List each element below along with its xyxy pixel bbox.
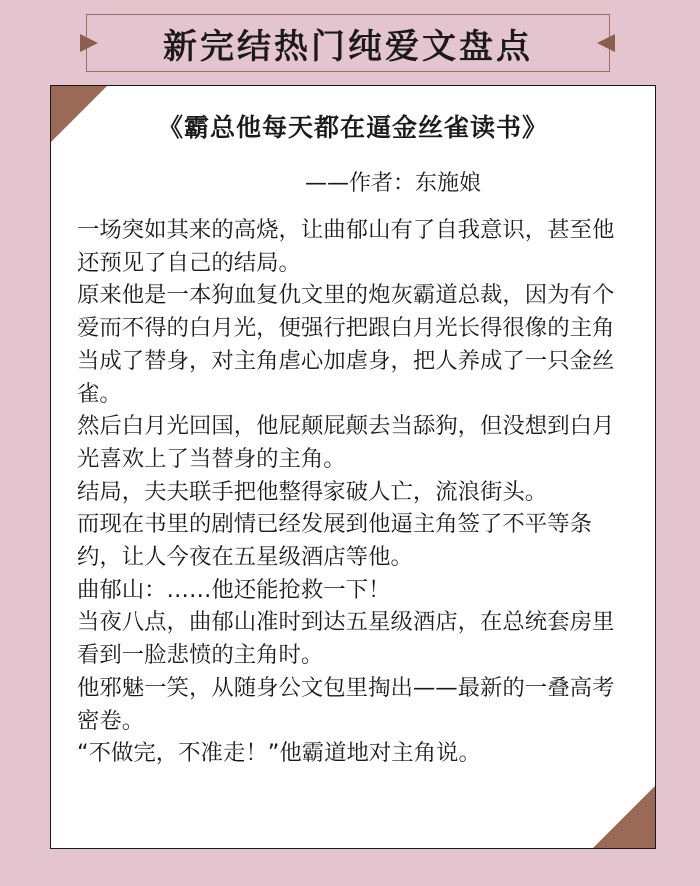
author-line: ——作者：东施娘 xyxy=(305,171,482,196)
corner-decoration-bottom-right xyxy=(593,786,655,848)
synopsis-paragraph: 他邪魅一笑，从随身公文包里掏出——最新的一叠高考密卷。 xyxy=(77,674,615,734)
book-title: 《霸总他每天都在逼金丝雀读书》 xyxy=(157,113,548,142)
synopsis-paragraph: “不做完，不准走！”他霸道地对主角说。 xyxy=(77,740,481,767)
synopsis-paragraph: 而现在书里的剧情已经发展到他逼主角签了不平等条约，让人今夜在五星级酒店等他。 xyxy=(77,511,592,571)
synopsis xyxy=(77,214,633,770)
synopsis-paragraph: 当夜八点，曲郁山准时到达五星级酒店，在总统套房里看到一脸悲愤的主角时。 xyxy=(77,609,615,669)
triangle-right-icon xyxy=(80,34,98,52)
synopsis-paragraph: 原来他是一本狗血复仇文里的炮灰霸道总裁，因为有个爱而不得的白月光，便强行把跟白月光长得很像的主角当成了替身，对主角虐心加虐身，把人养成了一只金丝雀。 xyxy=(77,282,615,407)
synopsis-paragraph: 然后白月光回国，他屁颠屁颠去当舔狗，但没想到白月光喜欢上了当替身的主角。 xyxy=(77,413,615,472)
book-card xyxy=(50,85,656,849)
synopsis-paragraph: 一场突如其来的高烧，让曲郁山有了自我意识，甚至他还预见了自己的结局。 xyxy=(77,217,615,276)
banner-title: 新完结热门纯爱文盘点 xyxy=(163,26,533,67)
title-banner xyxy=(86,14,610,72)
synopsis-paragraph: 结局，夫夫联手把他整得家破人亡，流浪街头。 xyxy=(77,478,548,505)
triangle-left-icon xyxy=(597,34,615,52)
synopsis-paragraph: 曲郁山：……他还能抢救一下！ xyxy=(77,576,391,603)
